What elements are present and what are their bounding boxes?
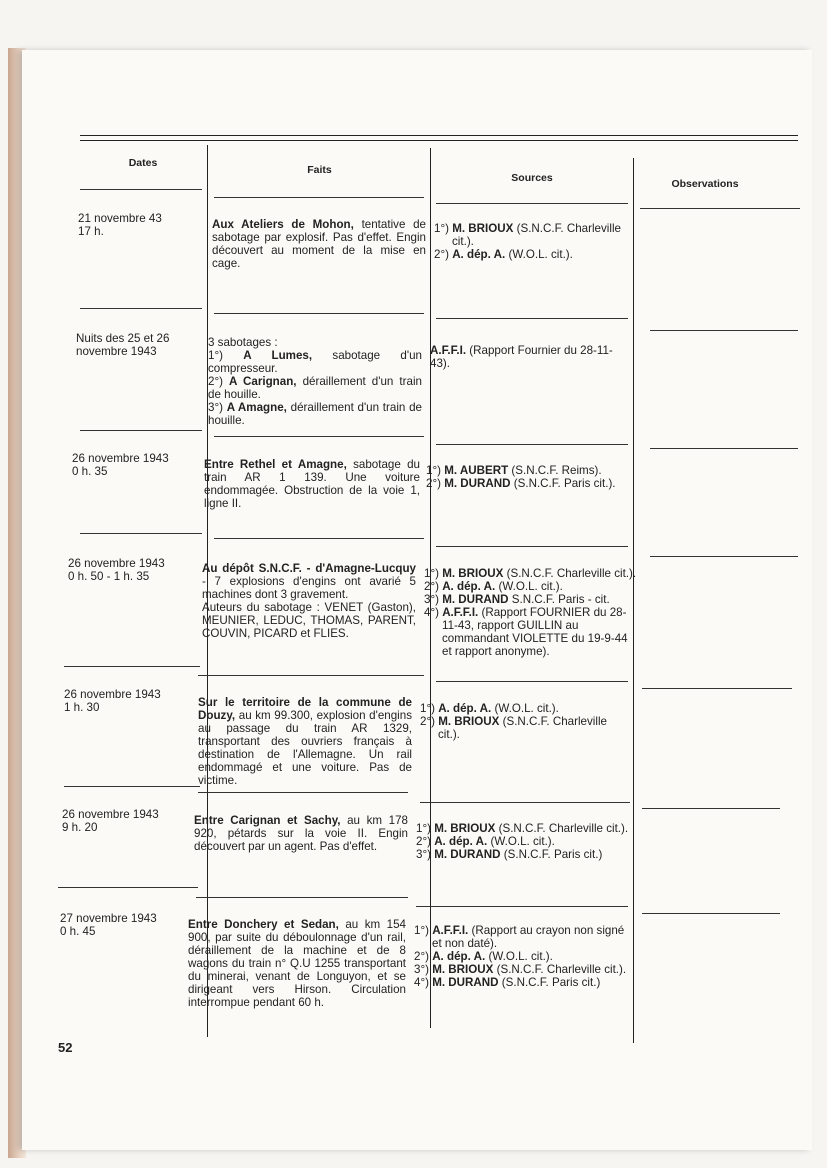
date-cell: 27 novembre 1943 0 h. 45 (60, 912, 157, 938)
date-cell: Nuits des 25 et 26 novembre 1943 (76, 332, 170, 358)
sources-cell (414, 924, 630, 989)
row-rule (436, 546, 628, 547)
date-cell: 21 novembre 43 17 h. (78, 212, 162, 238)
source-item: 2°) A. dép. A. (W.O.L. cit.). (414, 950, 553, 963)
sources-cell (426, 464, 640, 490)
row-rule (64, 666, 200, 667)
header-rule (214, 197, 424, 198)
page-number: 52 (58, 1040, 73, 1055)
date-cell: 26 novembre 1943 0 h. 50 - 1 h. 35 (68, 557, 165, 583)
header-rule (436, 203, 628, 204)
source-item: 2°) A. dép. A. (W.O.L. cit.). (434, 248, 573, 261)
row-rule (80, 430, 202, 431)
source-item: 1°) M. BRIOUX (S.N.C.F. Charleville cit.). (434, 222, 621, 248)
source-item: 4°) M. DURAND (S.N.C.F. Paris cit.) (414, 976, 601, 989)
sources-cell (424, 567, 638, 658)
source-item: 2°) M. DURAND (S.N.C.F. Paris cit.). (426, 477, 616, 490)
source-item: 2°) A. dép. A. (W.O.L. cit.). (416, 835, 555, 848)
row-rule (420, 802, 630, 803)
row-rule (650, 556, 798, 557)
header-faits: Faits (307, 164, 332, 176)
row-rule (196, 897, 408, 898)
source-item: 3°) M. BRIOUX (S.N.C.F. Charleville cit.). (414, 963, 627, 976)
sources-cell (420, 702, 630, 741)
source-item: 4°) A.F.F.I. (Rapport FOURNIER du 28-11-43, rapport GUILLIN au commandant VIOLETTE du 19-9-44 et rapport anonyme). (424, 606, 628, 658)
header-dates: Dates (128, 157, 158, 169)
row-rule (642, 808, 780, 809)
table-top-rule (80, 135, 798, 136)
row-rule (198, 675, 424, 676)
source-item: 1°) M. BRIOUX (S.N.C.F. Charleville cit.). (416, 822, 629, 835)
header-rule (80, 189, 202, 190)
date-cell: 26 novembre 1943 0 h. 35 (72, 452, 169, 478)
faits-cell: Entre Donchery et Sedan, au km 154 900, par suite du déboulonnage d'un rail, déraillement de la machine et de 8 wagons du train n° Q.U 1255 transportant du minerai, venant de Longuyon, et se dirigeant vers Hirson. Circulation interrompue pendant 60 h. (188, 918, 406, 1009)
row-rule (58, 887, 198, 888)
faits-cell: Entre Rethel et Amagne, sabotage du train AR 1 139. Une voiture endommagée. Obstruction de la voie 1, ligne II. (204, 458, 420, 510)
row-rule (416, 906, 628, 907)
source-item: 2°) M. BRIOUX (S.N.C.F. Charleville cit.). (420, 715, 607, 741)
row-rule (642, 688, 792, 689)
date-cell: 26 novembre 1943 1 h. 30 (64, 688, 161, 714)
date-cell: 26 novembre 1943 9 h. 20 (62, 808, 159, 834)
source-item: 3°) M. DURAND (S.N.C.F. Paris cit.) (416, 848, 603, 861)
row-rule (214, 313, 424, 314)
row-rule (214, 538, 424, 539)
source-item: 3°) M. DURAND S.N.C.F. Paris - cit. (424, 593, 610, 606)
source-item: 1°) A. dép. A. (W.O.L. cit.). (420, 702, 559, 715)
faits-cell: Sur le territoire de la commune de Douzy, au km 99.300, explosion d'engins au passage du train AR 1329, transportant des ouvriers français à destination de l'Allemagne. Un rail endommagé et une voiture. Pas de victime. (198, 696, 412, 787)
faits-cell: 3 sabotages : 1°) A Lumes, sabotage d'un compresseur. 2°) A Carignan, déraillement d'un train de houille. 3°) A Amagne, déraillement d'un train de houille. (208, 336, 422, 427)
row-rule (80, 308, 202, 309)
sources-cell: A.F.F.I. (Rapport Fournier du 28-11-43). (430, 344, 613, 370)
source-item: 1°) M. BRIOUX (S.N.C.F. Charleville cit.). (424, 567, 637, 580)
row-rule (436, 681, 628, 682)
faits-cell: Aux Ateliers de Mohon, tentative de sabotage par explosif. Pas d'effet. Engin découvert au moment de la mise en cage. (212, 218, 426, 270)
row-rule (198, 792, 408, 793)
table-top-rule-2 (80, 140, 798, 141)
source-item: 2°) A. dép. A. (W.O.L. cit.). (424, 580, 563, 593)
row-rule (436, 318, 628, 319)
sources-cell (416, 822, 630, 861)
header-sources: Sources (511, 172, 553, 184)
faits-cell: Au dépôt S.N.C.F. - d'Amagne-Lucquy - 7 explosions d'engins ont avarié 5 machines dont 3 gravement. Auteurs du sabotage : VENET (Gaston), MEUNIER, LEDUC, THOMAS, PARENT, COUVIN, PICARD et FLIES. (202, 562, 416, 640)
header-observations: Observations (671, 178, 739, 190)
row-rule (80, 533, 202, 534)
sources-cell (434, 222, 630, 261)
row-rule (436, 444, 628, 445)
row-rule (214, 436, 424, 437)
source-item: 1°) M. AUBERT (S.N.C.F. Reims). (426, 464, 602, 477)
row-rule (64, 786, 200, 787)
source-item: 1°) A.F.F.I. (Rapport au crayon non signé et non daté). (414, 924, 625, 950)
row-rule (650, 448, 798, 449)
header-rule (640, 208, 800, 209)
row-rule (650, 330, 798, 331)
faits-cell: Entre Carignan et Sachy, au km 178 920, pétards sur la voie II. Engin découvert par un agent. Pas d'effet. (194, 814, 409, 853)
row-rule (642, 913, 780, 914)
